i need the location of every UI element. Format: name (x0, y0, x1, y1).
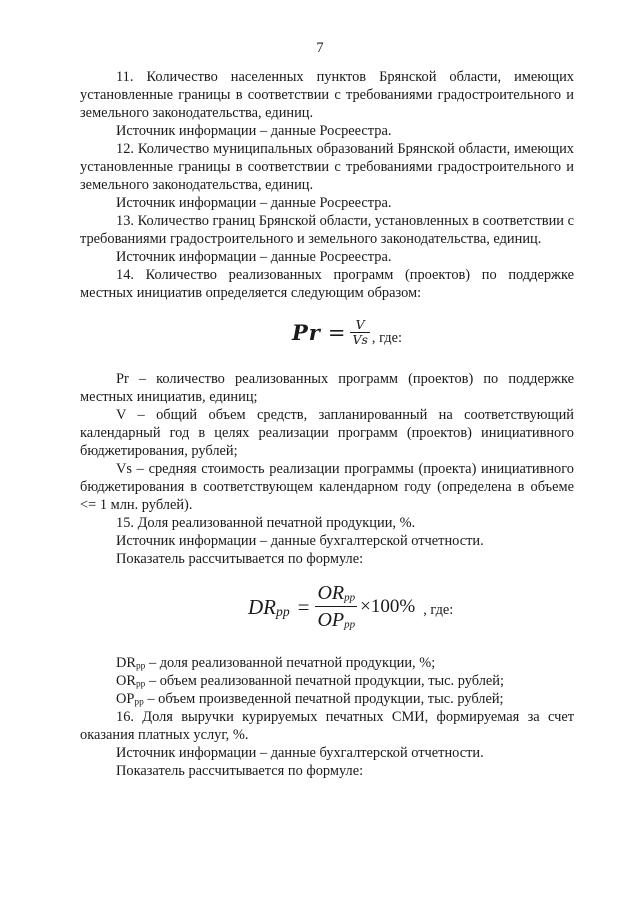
paragraph-item-14: 14. Количество реализованных программ (проектов) по поддержке местных инициатив определяется следующим образом: (80, 267, 574, 301)
source-line: Источник информации – данные Росреестра. (116, 195, 392, 211)
formula-where: , где: (423, 601, 454, 618)
formula-drpp (80, 572, 574, 644)
definition-drpp: $DR_{pp}$ – доля реализованной печатной продукции, %; (116, 655, 436, 672)
definition-orpp: $OR_{pp}$ – объем реализованной печатной продукции, тыс. рублей; (116, 673, 504, 690)
paragraph-item-16: 16. Доля выручки курируемых печатных СМИ, формируемая за счет оказания платных услуг, %. (80, 709, 574, 743)
definition-vs: Vs – средняя стоимость реализации программы (проекта) инициативного бюджетирования в соответствующем календарном году (определена в объеме <= 1 млн. рублей). (80, 461, 574, 513)
page-number: 7 (316, 40, 324, 56)
formula-fraction (350, 318, 369, 347)
formula-where: , где: (371, 329, 403, 346)
formula-equals: = (297, 594, 310, 619)
paragraph-item-11: 11. Количество населенных пунктов Брянской области, имеющих установленные границы в соответствии с требованиями градостроительного и земельного законодательства, единиц. (80, 69, 574, 121)
definition-v: V – общий объем средств, запланированный на соответствующий календарный год в целях реализации программ (проектов) инициативного бюджетирования, рублей; (80, 407, 574, 459)
formula-numerator: V (355, 317, 365, 332)
source-line: Источник информации – данные бухгалтерской отчетности. (116, 533, 484, 549)
formula-fraction (315, 580, 357, 633)
paragraph-item-13: 13. Количество границ Брянской области, установленных в соответствии с требованиями градостроительного и земельного законодательства, единиц. (80, 213, 574, 247)
formula-numerator: $OR_{pp}$ (317, 582, 356, 604)
source-line: Источник информации – данные Росреестра. (116, 249, 392, 265)
formula-lhs: Pr (292, 319, 321, 345)
formula-denominator: $OP_{pp}$ (317, 609, 356, 631)
formula-denominator: Vs (352, 332, 368, 347)
formula-intro: Показатель рассчитывается по формуле: (116, 551, 364, 567)
paragraph-item-12: 12. Количество муниципальных образований Брянской области, имеющих установленные границы в соответствии с требованиями градостроительного и земельного законодательства, единиц. (80, 141, 574, 193)
formula-lhs: $DR_{pp}$ (248, 594, 290, 619)
definition-pr: Pr – количество реализованных программ (проектов) по поддержке местных инициатив, единиц; (80, 371, 574, 405)
formula-equals: = (327, 320, 346, 345)
formula-multiplier: ×100% (360, 595, 416, 617)
formula-pr (80, 308, 574, 362)
source-line: Источник информации – данные бухгалтерской отчетности. (116, 745, 484, 761)
paragraph-item-15: 15. Доля реализованной печатной продукции, %. (116, 515, 416, 531)
source-line: Источник информации – данные Росреестра. (116, 123, 392, 139)
formula-intro: Показатель рассчитывается по формуле: (116, 763, 364, 779)
definition-oppp: $OP_{pp}$ – объем произведенной печатной продукции, тыс. рублей; (116, 691, 504, 708)
document-body (80, 68, 574, 780)
